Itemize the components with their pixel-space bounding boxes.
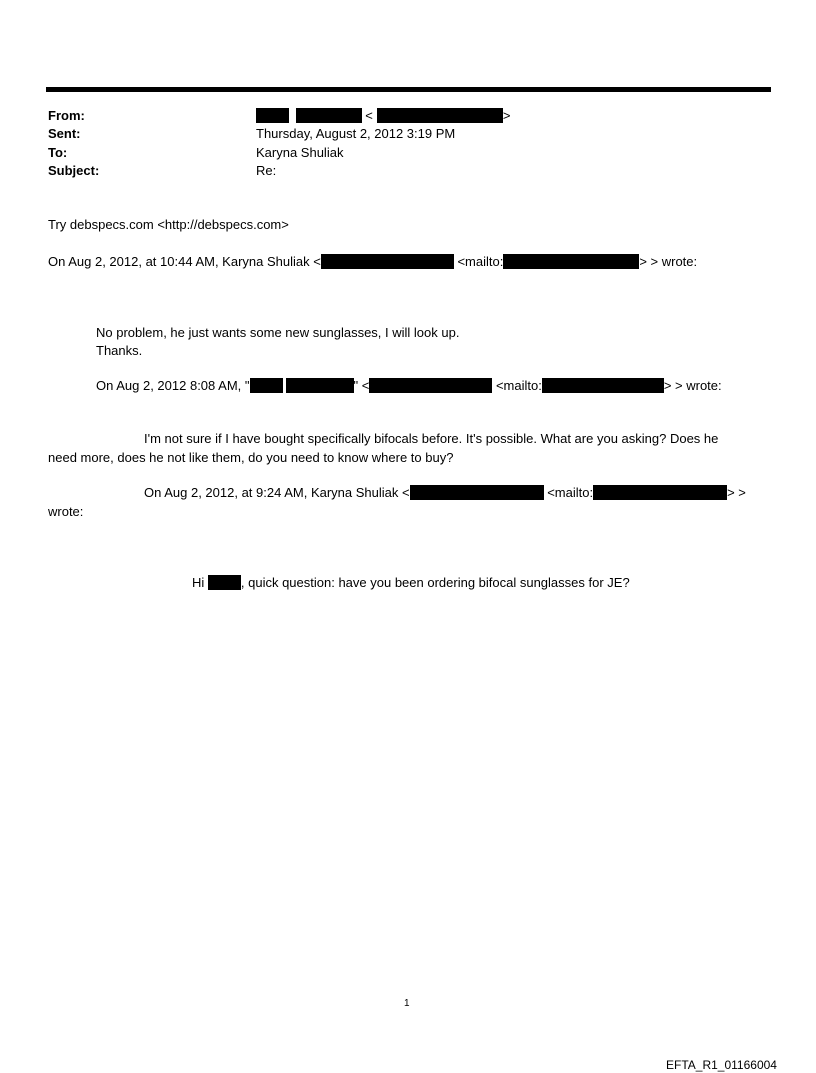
from-open-bracket: < xyxy=(365,108,373,123)
reply-1-line-2: Thanks. xyxy=(96,343,143,358)
body-line-1: Try debspecs.com <http://debspecs.com> xyxy=(48,217,289,232)
subject-value: Re: xyxy=(256,163,277,178)
quote-text: " < xyxy=(353,378,370,393)
reply-1-line-1: No problem, he just wants some new sunglasses, I will look up. xyxy=(96,325,460,340)
subject-label: Subject: xyxy=(48,163,100,178)
reply-2-line-2: need more, does he not like them, do you need to know where to buy? xyxy=(48,450,454,465)
quote-text: On Aug 2, 2012, at 10:44 AM, Karyna Shuliak < xyxy=(48,254,321,269)
reply-text: , quick question: have you been ordering bifocal sunglasses for JE? xyxy=(240,575,630,590)
quote-3-wrote: wrote: xyxy=(48,504,84,519)
quote-text: <mailto: xyxy=(543,485,594,500)
header-rule xyxy=(46,87,771,92)
redaction-box xyxy=(208,575,241,590)
reply-text: Hi xyxy=(192,575,208,590)
redaction-box xyxy=(256,108,289,123)
redaction-box xyxy=(250,378,283,393)
redaction-box xyxy=(410,485,544,500)
quote-text: <mailto: xyxy=(492,378,542,393)
redaction-box xyxy=(593,485,727,500)
redaction-box xyxy=(296,108,362,123)
from-close-bracket: > xyxy=(502,108,511,123)
quote-text: > > wrote: xyxy=(663,378,722,393)
from-value xyxy=(256,108,510,124)
reply-3-line xyxy=(192,575,630,591)
redaction-box xyxy=(286,378,354,393)
quote-text: > > xyxy=(727,485,746,500)
quote-text: > > wrote: xyxy=(639,254,698,269)
document-id: EFTA_R1_01166004 xyxy=(666,1058,777,1072)
to-value: Karyna Shuliak xyxy=(256,145,344,160)
sent-label: Sent: xyxy=(48,126,81,141)
quote-header-1 xyxy=(48,254,697,270)
redaction-box xyxy=(321,254,454,269)
quote-text: On Aug 2, 2012 8:08 AM, " xyxy=(96,378,250,393)
page-number: 1 xyxy=(404,998,410,1009)
redaction-box xyxy=(503,254,639,269)
redaction-box xyxy=(369,378,492,393)
quote-text: <mailto: xyxy=(453,254,504,269)
redaction-box xyxy=(377,108,503,123)
quote-header-2 xyxy=(96,378,722,394)
from-label: From: xyxy=(48,108,85,123)
to-label: To: xyxy=(48,145,68,160)
reply-2-line-1: I'm not sure if I have bought specifically bifocals before. It's possible. What are you asking? Does he xyxy=(144,431,719,446)
redaction-box xyxy=(542,378,664,393)
sent-value: Thursday, August 2, 2012 3:19 PM xyxy=(256,126,456,141)
quote-header-3 xyxy=(144,485,746,501)
quote-text: On Aug 2, 2012, at 9:24 AM, Karyna Shuliak < xyxy=(144,485,410,500)
